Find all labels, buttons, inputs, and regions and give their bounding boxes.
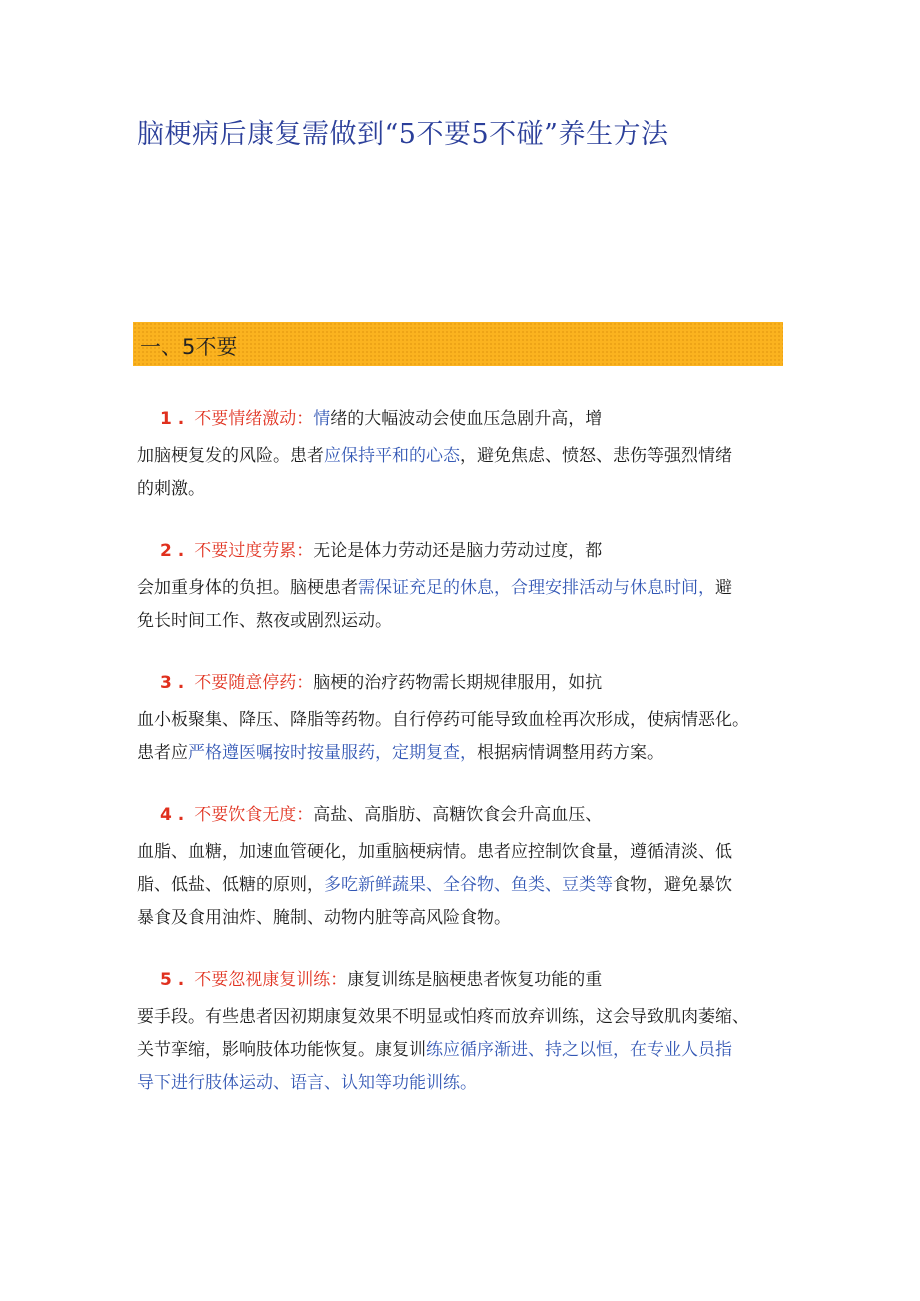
body-line: 会加重身体的负担。脑梗患者需保证充足的休息，合理安排活动与休息时间，避 [137, 578, 732, 598]
item-label: 不要过度劳累： [194, 541, 314, 561]
item-label: 不要忽视康复训练： [194, 970, 348, 990]
item-4-body [137, 836, 787, 935]
item-label: 不要随意停药： [194, 673, 314, 693]
item-1-body [137, 440, 787, 506]
document-title: 脑梗病后康复需做到“5不要5不碰”养生方法 [137, 119, 669, 150]
item-label: 不要饮食无度： [194, 805, 314, 825]
body-line: 血脂、血糖，加速血管硬化，加重脑梗病情。患者应控制饮食量，遵循清淡、低 [137, 842, 732, 862]
item-2-body [137, 572, 787, 638]
body-line: 血小板聚集、降压、降脂等药物。自行停药可能导致血栓再次形成，使病情恶化。 [137, 710, 749, 730]
item-4-heading: 4 . 不要饮食无度：高盐、高脂肪、高糖饮食会升高血压、 [160, 805, 603, 825]
body-line: 患者应严格遵医嘱按时按量服药，定期复查，根据病情调整用药方案。 [137, 743, 664, 763]
item-number: 2 . [160, 541, 185, 561]
item-number: 3 . [160, 673, 185, 693]
item-5-heading: 5 . 不要忽视康复训练：康复训练是脑梗患者恢复功能的重 [160, 970, 603, 990]
body-line: 脂、低盐、低糖的原则，多吃新鲜蔬果、全谷物、鱼类、豆类等食物，避免暴饮 [137, 875, 732, 895]
item-label: 不要情绪激动： [194, 409, 314, 429]
item-3-body [137, 704, 787, 770]
item-1-heading: 1 . 不要情绪激动：情绪的大幅波动会使血压急剧升高，增 [160, 409, 603, 429]
body-line: 免长时间工作、熬夜或剧烈运动。 [137, 611, 392, 631]
body-line: 关节挛缩，影响肢体功能恢复。康复训练应循序渐进、持之以恒，在专业人员指 [137, 1040, 732, 1060]
body-line: 的刺激。 [137, 479, 205, 499]
section-title: 一、5不要 [140, 335, 238, 359]
item-number: 1 . [160, 409, 185, 429]
body-line: 暴食及食用油炸、腌制、动物内脏等高风险食物。 [137, 908, 511, 928]
body-line: 加脑梗复发的风险。患者应保持平和的心态，避免焦虑、愤怒、悲伤等强烈情绪 [137, 446, 732, 466]
item-number: 5 . [160, 970, 185, 990]
item-3-heading: 3 . 不要随意停药：脑梗的治疗药物需长期规律服用，如抗 [160, 673, 603, 693]
item-2-heading: 2 . 不要过度劳累：无论是体力劳动还是脑力劳动过度，都 [160, 541, 603, 561]
item-5-body [137, 1001, 787, 1100]
item-number: 4 . [160, 805, 185, 825]
body-line: 要手段。有些患者因初期康复效果不明显或怕疼而放弃训练，这会导致肌肉萎缩、 [137, 1007, 749, 1027]
body-line: 导下进行肢体运动、语言、认知等功能训练。 [137, 1073, 477, 1093]
